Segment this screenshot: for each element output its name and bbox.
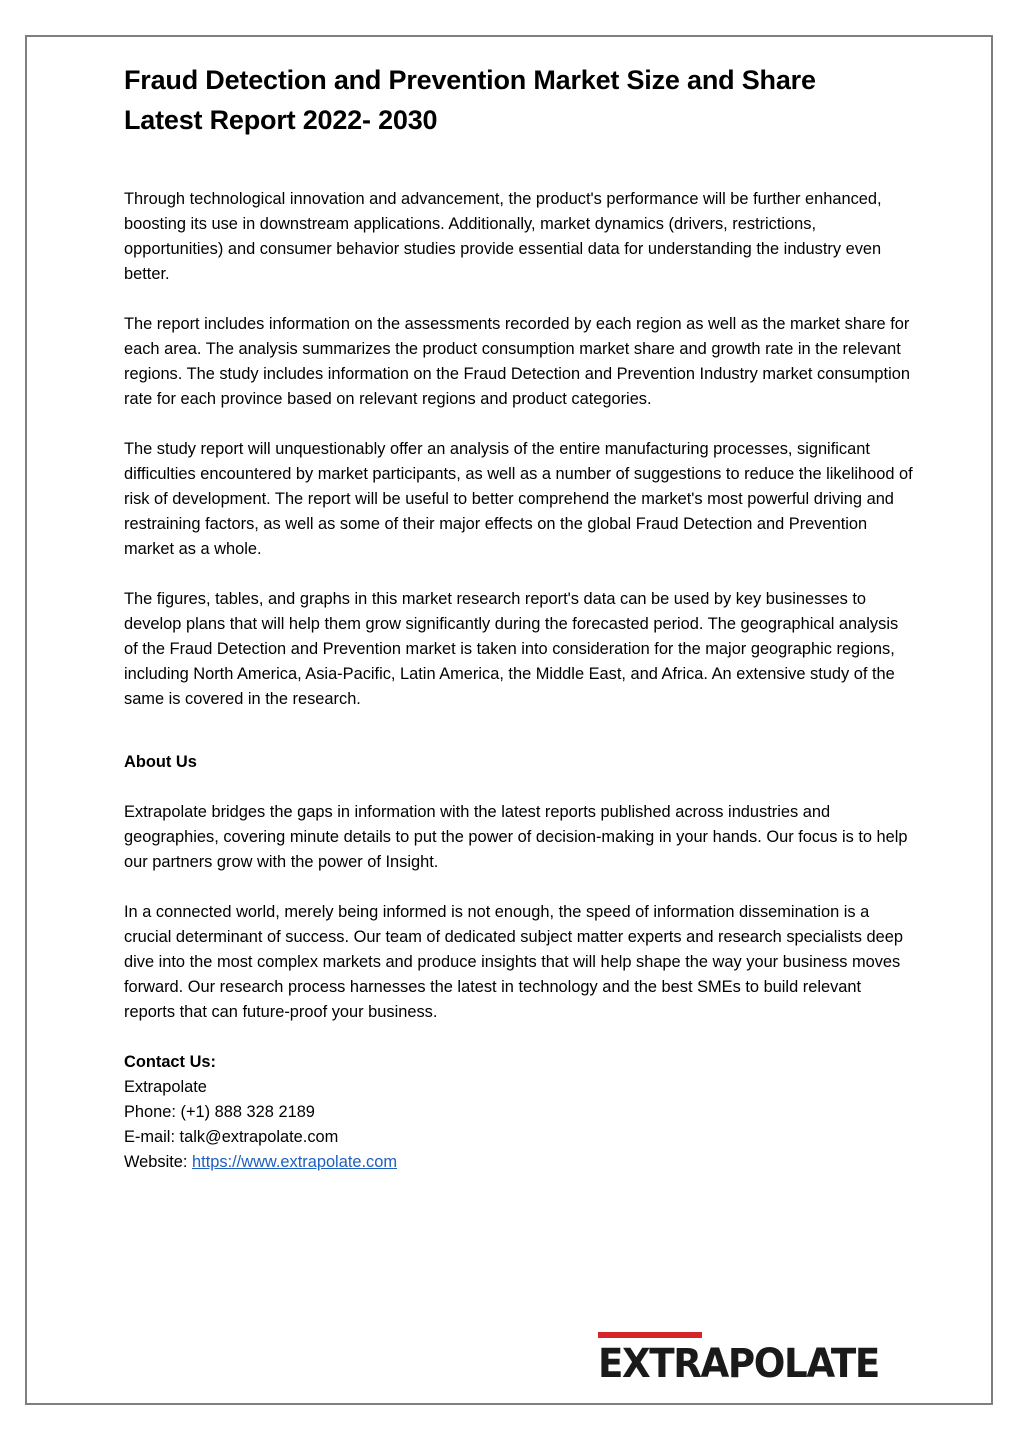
contact-website xyxy=(124,1150,914,1175)
document-title xyxy=(124,60,914,140)
about-paragraph-2: In a connected world, merely being informed is not enough, the speed of information dissemination is a crucial determinant of success. Our team of dedicated subject matter experts and research specialists deep dive into the most complex markets and produce insights that will help shape the way your business moves forward. Our research process harnesses the latest in technology and the best SMEs to build relevant reports that can future-proof your business. xyxy=(124,903,903,1021)
document-content xyxy=(124,60,914,1175)
contact-block xyxy=(124,1050,914,1175)
extrapolate-logo xyxy=(598,1332,902,1390)
logo-red-bar xyxy=(598,1332,702,1338)
about-us-heading: About Us xyxy=(124,753,197,771)
title-line-2: Latest Report 2022- 2030 xyxy=(124,105,438,135)
website-link[interactable]: https://www.extrapolate.com xyxy=(192,1153,398,1171)
paragraph-3: The study report will unquestionably offer an analysis of the entire manufacturing processes, significant difficulties encountered by market participants, as well as a number of suggestions to reduce the likelihood of risk of development. The report will be useful to better comprehend the market's most powerful driving and restraining factors, as well as some of their major effects on the global Fraud Detection and Prevention market as a whole. xyxy=(124,440,913,558)
website-label: Website: xyxy=(124,1153,193,1171)
contact-email: E-mail: talk@extrapolate.com xyxy=(124,1128,339,1146)
about-paragraph-1: Extrapolate bridges the gaps in information with the latest reports published across industries and geographies, covering minute details to put the power of decision-making in your hands. Our focus is to help our partners grow with the power of Insight. xyxy=(124,803,908,871)
paragraph-2: The report includes information on the assessments recorded by each region as well as the market share for each area. The analysis summarizes the product consumption market share and growth rate in the relevant regions. The study includes information on the Fraud Detection and Prevention Industry market consumption rate for each province based on relevant regions and product categories. xyxy=(124,315,910,408)
logo-text: EXTRAPOLATE xyxy=(598,1341,879,1387)
paragraph-4: The figures, tables, and graphs in this market research report's data can be used by key businesses to develop plans that will help them grow significantly during the forecasted period. The geographical analysis of the Fraud Detection and Prevention market is taken into consideration for the major geographic regions, including North America, Asia-Pacific, Latin America, the Middle East, and Africa. An extensive study of the same is covered in the research. xyxy=(124,590,899,708)
paragraph-1: Through technological innovation and advancement, the product's performance will be further enhanced, boosting its use in downstream applications. Additionally, market dynamics (drivers, restrictions, opportunities) and consumer behavior studies provide essential data for understanding the industry even better. xyxy=(124,190,882,283)
contact-heading: Contact Us: xyxy=(124,1053,216,1071)
contact-company: Extrapolate xyxy=(124,1078,207,1096)
title-line-1: Fraud Detection and Prevention Market Size and Share xyxy=(124,65,816,95)
contact-phone: Phone: (+1) 888 328 2189 xyxy=(124,1103,315,1121)
